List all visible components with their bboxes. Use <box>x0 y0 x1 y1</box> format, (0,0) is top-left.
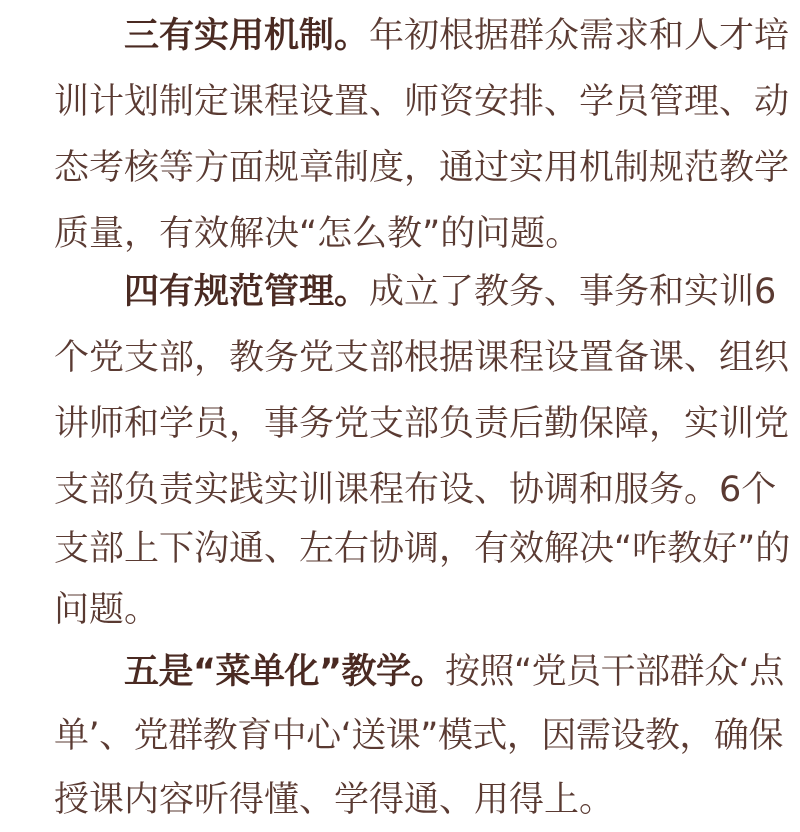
paragraph-3-line-1 <box>124 650 784 694</box>
paragraph-2-line-2: 个党支部，教务党支部根据课程设置备课、组织 <box>54 338 790 378</box>
paragraph-1-line-1 <box>124 14 790 58</box>
paragraph-1-text: 年初根据群众需求和人才培 <box>369 16 790 56</box>
paragraph-1-line-4: 质量，有效解决“怎么教”的问题。 <box>54 214 581 254</box>
paragraph-3-heading: 五是“菜单化”教学。 <box>124 652 446 692</box>
paragraph-1-heading: 三有实用机制。 <box>124 16 370 56</box>
paragraph-1-line-2: 训计划制定课程设置、师资安排、学员管理、动 <box>54 82 790 122</box>
paragraph-2-line-1 <box>124 270 777 314</box>
paragraph-3-line-3: 授课内容听得懂、学得通、用得上。 <box>54 780 615 820</box>
paragraph-3-line-2: 单’、党群教育中心‘送课”模式，因需设教，确保 <box>54 716 783 756</box>
paragraph-3-text: 按照“党员干部群众‘点 <box>445 652 784 692</box>
paragraph-2-line-3: 讲师和学员，事务党支部负责后勤保障，实训党 <box>54 404 790 444</box>
paragraph-1-line-3: 态考核等方面规章制度，通过实用机制规范教学 <box>54 148 790 188</box>
paragraph-2-heading: 四有规范管理。 <box>124 272 370 312</box>
paragraph-2-line-5: 支部上下沟通、左右协调，有效解决“咋教好”的 <box>54 529 791 569</box>
paragraph-2-line-4: 支部负责实践实训课程布设、协调和服务。6个 <box>54 470 777 510</box>
paragraph-2-line-6: 问题。 <box>54 590 160 630</box>
paragraph-2-text: 成立了教务、事务和实训6 <box>369 272 777 312</box>
